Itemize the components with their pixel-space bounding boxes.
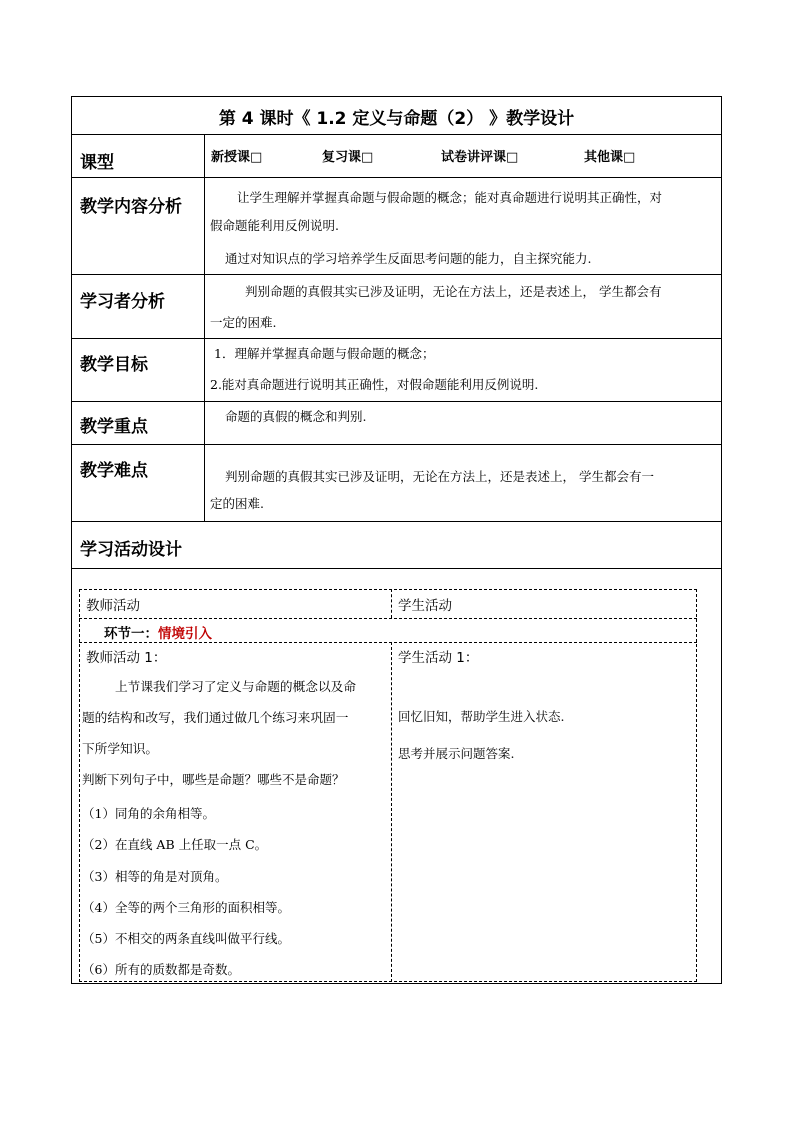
teacher-paragraph-line-3: 下所学知识。 (82, 741, 159, 756)
row-label-key-points: 教学重点 (80, 417, 148, 437)
list-item: （3）相等的角是对顶角。 (82, 868, 228, 884)
row-divider (71, 568, 722, 569)
row-label-content-analysis: 教学内容分析 (80, 197, 182, 217)
student-activity-line-2: 思考并展示问题答案. (398, 746, 515, 761)
learner-analysis-line-1: 判别命题的真假其实已涉及证明，无论在方法上，还是表述上， 学生都会有 (245, 284, 662, 299)
difficulties-line-1: 判别命题的真假其实已涉及证明，无论在方法上，还是表述上， 学生都会有一 (225, 469, 654, 484)
section-name: 情境引入 (158, 626, 212, 642)
teacher-question: 判断下列句子中，哪些是命题？哪些不是命题？ (82, 772, 345, 787)
activity-column-divider (391, 642, 392, 982)
teacher-activity-1-label: 教师活动 1： (86, 650, 167, 666)
row-divider (71, 338, 722, 339)
row-label-difficulties: 教学难点 (80, 461, 148, 481)
key-points-line-1: 命题的真假的概念和判别. (225, 409, 367, 424)
row-label-goals: 教学目标 (80, 355, 148, 375)
teacher-activity-header: 教师活动 (86, 598, 140, 614)
goals-line-1: 1．理解并掌握真命题与假命题的概念； (214, 346, 435, 361)
row-label-learner-analysis: 学习者分析 (80, 292, 165, 312)
row-divider (71, 134, 722, 135)
content-analysis-line-2: 假命题能利用反例说明. (210, 218, 339, 233)
section-heading (104, 622, 212, 642)
list-item: （6）所有的质数都是奇数。 (82, 962, 240, 978)
section-prefix: 环节一： (104, 626, 158, 642)
content-analysis-line-3: 通过对知识点的学习培养学生反面思考问题的能力，自主探究能力. (225, 251, 592, 266)
row-divider (71, 401, 722, 402)
row-divider (71, 444, 722, 445)
activity-column-divider (391, 589, 392, 618)
column-divider (204, 134, 205, 521)
row-label-activity-design: 学习活动设计 (80, 540, 182, 560)
row-label-type: 课型 (80, 153, 114, 173)
difficulties-line-2: 定的困难. (210, 496, 264, 511)
goals-line-2: 2.能对真命题进行说明其正确性，对假命题能利用反例说明. (210, 377, 539, 392)
learner-analysis-line-2: 一定的困难. (210, 315, 277, 330)
teacher-paragraph-line-1: 上节课我们学习了定义与命题的概念以及命 (115, 679, 357, 694)
student-activity-header: 学生活动 (398, 598, 452, 614)
content-analysis-line-1: 让学生理解并掌握真命题与假命题的概念；能对真命题进行说明其正确性，对 (237, 190, 663, 205)
page-title: 第 4 课时《 1.2 定义与命题（2） 》教学设计 (218, 109, 575, 129)
option-other-lesson[interactable]: 其他课□ (584, 150, 636, 165)
row-divider (71, 274, 722, 275)
activity-divider (79, 642, 697, 643)
list-item: （5）不相交的两条直线叫做平行线。 (82, 931, 290, 947)
activity-divider (79, 618, 697, 619)
option-new-lesson[interactable]: 新授课□ (211, 150, 263, 165)
row-divider (71, 177, 722, 178)
student-activity-line-1: 回忆旧知，帮助学生进入状态. (398, 709, 565, 724)
list-item: （2）在直线 AB 上任取一点 C。 (82, 837, 268, 853)
row-divider (71, 521, 722, 522)
teacher-paragraph-line-2: 题的结构和改写，我们通过做几个练习来巩固一 (82, 710, 349, 725)
list-item: （4）全等的两个三角形的面积相等。 (82, 899, 290, 915)
student-activity-1-label: 学生活动 1： (398, 650, 479, 666)
option-exam-review-lesson[interactable]: 试卷讲评课□ (441, 150, 519, 165)
option-review-lesson[interactable]: 复习课□ (322, 150, 374, 165)
proposition-list (82, 798, 390, 986)
list-item: （1）同角的余角相等。 (82, 806, 215, 821)
